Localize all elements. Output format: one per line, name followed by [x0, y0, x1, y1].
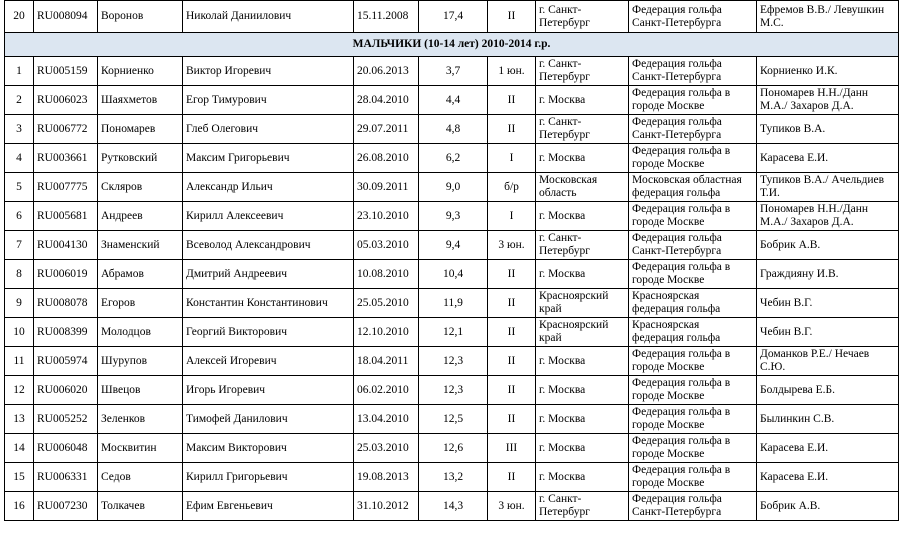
- table-row: [5, 202, 899, 231]
- rank-category-cell: II: [488, 86, 536, 115]
- given-name-cell: Алексей Игоревич: [183, 347, 354, 376]
- coach-cell: Бобрик А.В.: [757, 231, 899, 260]
- row-number-cell: 2: [5, 86, 34, 115]
- federation-cell: Федерация гольфа в городе Москве: [629, 405, 757, 434]
- city-cell: г. Москва: [536, 376, 629, 405]
- given-name-cell: Ефим Евгеньевич: [183, 492, 354, 521]
- birth-date-cell: 05.03.2010: [354, 231, 419, 260]
- surname-cell: Знаменский: [98, 231, 183, 260]
- federation-cell: Красноярская федерация гольфа: [629, 318, 757, 347]
- row-number-cell: 1: [5, 57, 34, 86]
- rank-category-cell: I: [488, 144, 536, 173]
- city-cell: г. Москва: [536, 144, 629, 173]
- coach-cell: Чебин В.Г.: [757, 289, 899, 318]
- player-id-cell: RU006020: [34, 376, 98, 405]
- row-number-cell: 9: [5, 289, 34, 318]
- city-cell: г. Москва: [536, 347, 629, 376]
- player-id-cell: RU006331: [34, 463, 98, 492]
- handicap-cell: 12,1: [419, 318, 488, 347]
- given-name-cell: Кирилл Алексеевич: [183, 202, 354, 231]
- handicap-cell: 12,3: [419, 347, 488, 376]
- city-cell: г. Москва: [536, 202, 629, 231]
- city-cell: г. Москва: [536, 434, 629, 463]
- coach-cell: Граждияну И.В.: [757, 260, 899, 289]
- player-id-cell: RU006019: [34, 260, 98, 289]
- table-row: [5, 405, 899, 434]
- row-number-cell: 13: [5, 405, 34, 434]
- row-number-cell: 16: [5, 492, 34, 521]
- handicap-cell: 11,9: [419, 289, 488, 318]
- player-id-cell: RU008078: [34, 289, 98, 318]
- given-name-cell: Глеб Олегович: [183, 115, 354, 144]
- surname-cell: Воронов: [98, 1, 183, 33]
- rank-category-cell: II: [488, 1, 536, 33]
- rank-category-cell: II: [488, 405, 536, 434]
- federation-cell: Федерация гольфа в городе Москве: [629, 463, 757, 492]
- given-name-cell: Максим Григорьевич: [183, 144, 354, 173]
- handicap-cell: 4,4: [419, 86, 488, 115]
- handicap-cell: 14,3: [419, 492, 488, 521]
- birth-date-cell: 13.04.2010: [354, 405, 419, 434]
- table-row: [5, 260, 899, 289]
- given-name-cell: Игорь Игоревич: [183, 376, 354, 405]
- city-cell: г. Москва: [536, 405, 629, 434]
- birth-date-cell: 15.11.2008: [354, 1, 419, 33]
- surname-cell: Корниенко: [98, 57, 183, 86]
- surname-cell: Егоров: [98, 289, 183, 318]
- table-row: [5, 115, 899, 144]
- table-row: [5, 231, 899, 260]
- rank-category-cell: III: [488, 434, 536, 463]
- birth-date-cell: 18.04.2011: [354, 347, 419, 376]
- coach-cell: Ефремов В.В./ Левушкин М.С.: [757, 1, 899, 33]
- city-cell: г. Санкт-Петербург: [536, 1, 629, 33]
- city-cell: г. Санкт-Петербург: [536, 115, 629, 144]
- rank-category-cell: II: [488, 347, 536, 376]
- coach-cell: Корниенко И.К.: [757, 57, 899, 86]
- city-cell: Красноярский край: [536, 318, 629, 347]
- rank-category-cell: I: [488, 202, 536, 231]
- surname-cell: Андреев: [98, 202, 183, 231]
- handicap-cell: 4,8: [419, 115, 488, 144]
- ranking-table: [4, 0, 899, 521]
- coach-cell: Карасева Е.И.: [757, 144, 899, 173]
- given-name-cell: Георгий Викторович: [183, 318, 354, 347]
- coach-cell: Карасева Е.И.: [757, 434, 899, 463]
- rank-category-cell: II: [488, 260, 536, 289]
- birth-date-cell: 29.07.2011: [354, 115, 419, 144]
- rank-category-cell: II: [488, 318, 536, 347]
- given-name-cell: Дмитрий Андреевич: [183, 260, 354, 289]
- surname-cell: Швецов: [98, 376, 183, 405]
- table-row: [5, 376, 899, 405]
- table-row: [5, 347, 899, 376]
- table-row: [5, 289, 899, 318]
- table-row: [5, 144, 899, 173]
- federation-cell: Федерация гольфа Санкт-Петербурга: [629, 57, 757, 86]
- handicap-cell: 3,7: [419, 57, 488, 86]
- given-name-cell: Константин Константинович: [183, 289, 354, 318]
- birth-date-cell: 12.10.2010: [354, 318, 419, 347]
- table-row: [5, 173, 899, 202]
- handicap-cell: 12,6: [419, 434, 488, 463]
- section-header-row: [5, 33, 899, 57]
- table-body: [5, 1, 899, 521]
- handicap-cell: 9,0: [419, 173, 488, 202]
- city-cell: г. Санкт-Петербург: [536, 57, 629, 86]
- federation-cell: Федерация гольфа Санкт-Петербурга: [629, 492, 757, 521]
- player-id-cell: RU005681: [34, 202, 98, 231]
- row-number-cell: 4: [5, 144, 34, 173]
- surname-cell: Молодцов: [98, 318, 183, 347]
- handicap-cell: 10,4: [419, 260, 488, 289]
- player-id-cell: RU005974: [34, 347, 98, 376]
- coach-cell: Карасева Е.И.: [757, 463, 899, 492]
- handicap-cell: 12,3: [419, 376, 488, 405]
- federation-cell: Федерация гольфа Санкт-Петербурга: [629, 1, 757, 33]
- city-cell: г. Москва: [536, 260, 629, 289]
- birth-date-cell: 31.10.2012: [354, 492, 419, 521]
- table-row: [5, 1, 899, 33]
- birth-date-cell: 28.04.2010: [354, 86, 419, 115]
- coach-cell: Тупиков В.А.: [757, 115, 899, 144]
- handicap-cell: 6,2: [419, 144, 488, 173]
- city-cell: г. Санкт-Петербург: [536, 492, 629, 521]
- handicap-cell: 17,4: [419, 1, 488, 33]
- surname-cell: Рутковский: [98, 144, 183, 173]
- player-id-cell: RU006023: [34, 86, 98, 115]
- handicap-cell: 12,5: [419, 405, 488, 434]
- rank-category-cell: II: [488, 463, 536, 492]
- birth-date-cell: 23.10.2010: [354, 202, 419, 231]
- surname-cell: Шаяхметов: [98, 86, 183, 115]
- player-id-cell: RU005159: [34, 57, 98, 86]
- player-id-cell: RU007230: [34, 492, 98, 521]
- federation-cell: Федерация гольфа в городе Москве: [629, 376, 757, 405]
- surname-cell: Абрамов: [98, 260, 183, 289]
- surname-cell: Седов: [98, 463, 183, 492]
- row-number-cell: 5: [5, 173, 34, 202]
- coach-cell: Былинкин С.В.: [757, 405, 899, 434]
- city-cell: г. Москва: [536, 463, 629, 492]
- surname-cell: Пономарев: [98, 115, 183, 144]
- birth-date-cell: 06.02.2010: [354, 376, 419, 405]
- federation-cell: Федерация гольфа в городе Москве: [629, 202, 757, 231]
- given-name-cell: Максим Викторович: [183, 434, 354, 463]
- given-name-cell: Всеволод Александрович: [183, 231, 354, 260]
- city-cell: Московская область: [536, 173, 629, 202]
- given-name-cell: Николай Даниилович: [183, 1, 354, 33]
- handicap-cell: 13,2: [419, 463, 488, 492]
- player-id-cell: RU003661: [34, 144, 98, 173]
- player-id-cell: RU006048: [34, 434, 98, 463]
- coach-cell: Бобрик А.В.: [757, 492, 899, 521]
- table-row: [5, 463, 899, 492]
- player-id-cell: RU008399: [34, 318, 98, 347]
- table-row: [5, 492, 899, 521]
- federation-cell: Федерация гольфа Санкт-Петербурга: [629, 231, 757, 260]
- coach-cell: Доманков Р.Е./ Нечаев С.Ю.: [757, 347, 899, 376]
- row-number-cell: 20: [5, 1, 34, 33]
- row-number-cell: 3: [5, 115, 34, 144]
- birth-date-cell: 25.03.2010: [354, 434, 419, 463]
- section-title: МАЛЬЧИКИ (10-14 лет) 2010-2014 г.р.: [5, 33, 899, 57]
- federation-cell: Красноярская федерация гольфа: [629, 289, 757, 318]
- city-cell: г. Санкт-Петербург: [536, 231, 629, 260]
- coach-cell: Пономарев Н.Н./Данн М.А./ Захаров Д.А.: [757, 86, 899, 115]
- birth-date-cell: 26.08.2010: [354, 144, 419, 173]
- city-cell: Красноярский край: [536, 289, 629, 318]
- player-id-cell: RU008094: [34, 1, 98, 33]
- surname-cell: Шурупов: [98, 347, 183, 376]
- player-id-cell: RU007775: [34, 173, 98, 202]
- rank-category-cell: 1 юн.: [488, 57, 536, 86]
- federation-cell: Федерация гольфа в городе Москве: [629, 86, 757, 115]
- table-row: [5, 57, 899, 86]
- surname-cell: Скляров: [98, 173, 183, 202]
- row-number-cell: 6: [5, 202, 34, 231]
- handicap-cell: 9,3: [419, 202, 488, 231]
- table-row: [5, 318, 899, 347]
- rank-category-cell: б/р: [488, 173, 536, 202]
- federation-cell: Федерация гольфа Санкт-Петербурга: [629, 115, 757, 144]
- handicap-cell: 9,4: [419, 231, 488, 260]
- federation-cell: Федерация гольфа в городе Москве: [629, 144, 757, 173]
- coach-cell: Пономарев Н.Н./Данн М.А./ Захаров Д.А.: [757, 202, 899, 231]
- federation-cell: Федерация гольфа в городе Москве: [629, 347, 757, 376]
- row-number-cell: 10: [5, 318, 34, 347]
- row-number-cell: 11: [5, 347, 34, 376]
- birth-date-cell: 10.08.2010: [354, 260, 419, 289]
- rank-category-cell: II: [488, 115, 536, 144]
- birth-date-cell: 25.05.2010: [354, 289, 419, 318]
- player-id-cell: RU004130: [34, 231, 98, 260]
- coach-cell: Чебин В.Г.: [757, 318, 899, 347]
- row-number-cell: 14: [5, 434, 34, 463]
- given-name-cell: Александр Ильич: [183, 173, 354, 202]
- given-name-cell: Кирилл Григорьевич: [183, 463, 354, 492]
- birth-date-cell: 30.09.2011: [354, 173, 419, 202]
- federation-cell: Московская областная федерация гольфа: [629, 173, 757, 202]
- coach-cell: Тупиков В.А./ Ачельдиев Т.И.: [757, 173, 899, 202]
- federation-cell: Федерация гольфа в городе Москве: [629, 434, 757, 463]
- row-number-cell: 12: [5, 376, 34, 405]
- given-name-cell: Виктор Игоревич: [183, 57, 354, 86]
- rank-category-cell: 3 юн.: [488, 231, 536, 260]
- rank-category-cell: II: [488, 289, 536, 318]
- birth-date-cell: 20.06.2013: [354, 57, 419, 86]
- table-row: [5, 86, 899, 115]
- rank-category-cell: 3 юн.: [488, 492, 536, 521]
- given-name-cell: Тимофей Данилович: [183, 405, 354, 434]
- rank-category-cell: II: [488, 376, 536, 405]
- row-number-cell: 7: [5, 231, 34, 260]
- coach-cell: Болдырева Е.Б.: [757, 376, 899, 405]
- player-id-cell: RU006772: [34, 115, 98, 144]
- table-row: [5, 434, 899, 463]
- surname-cell: Москвитин: [98, 434, 183, 463]
- federation-cell: Федерация гольфа в городе Москве: [629, 260, 757, 289]
- surname-cell: Зеленков: [98, 405, 183, 434]
- row-number-cell: 15: [5, 463, 34, 492]
- row-number-cell: 8: [5, 260, 34, 289]
- surname-cell: Толкачев: [98, 492, 183, 521]
- birth-date-cell: 19.08.2013: [354, 463, 419, 492]
- city-cell: г. Москва: [536, 86, 629, 115]
- player-id-cell: RU005252: [34, 405, 98, 434]
- given-name-cell: Егор Тимурович: [183, 86, 354, 115]
